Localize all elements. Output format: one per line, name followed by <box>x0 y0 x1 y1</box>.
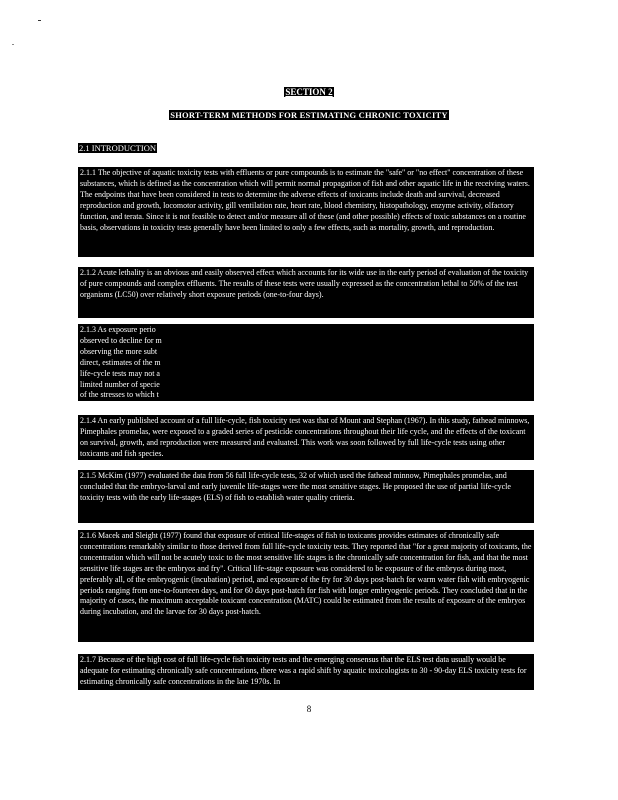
text-line: life-cycle tests may not a <box>80 368 160 378</box>
text-line: of the stresses to which t <box>80 390 159 400</box>
paragraph-2-1-5: 2.1.5 McKim (1977) evaluated the data from 56 full life-cycle tests, 32 of which used the fathead minnow, Pimephales promelas, and concluded that the embryo-larval and early juvenile life-stages were the most sensitive stages. He proposed the use of partial life-cycle toxicity tests with the early life-stages (ELS) of fish to establish water quality criteria. <box>78 470 534 523</box>
page-number: 8 <box>306 704 312 714</box>
paragraph-2-1-4: 2.1.4 An early published account of a full life-cycle, fish toxicity test was that of Mount and Stephan (1967). In this study, fathead minnows, Pimephales promelas, were exposed to a graded series of pesticide concentrations throughout their life cycle, and the effects of the toxicant on survival, growth, and reproduction were measured and evaluated. This work was soon followed by full life-cycle tests using other toxicants and fish species. <box>78 415 534 460</box>
section-title: SECTION 2 <box>285 87 333 97</box>
paragraph-2-1-2: 2.1.2 Acute lethality is an obvious and easily observed effect which accounts for its wide use in the early period of evaluation of the toxicity of pure compounds and complex effluents. The results of these tests were usually expressed as the concentration lethal to 50% of the test organisms (LC50) over relatively short exposure periods (one-to-four days). <box>78 267 534 318</box>
text-line: direct, estimates of the m <box>80 357 161 367</box>
text-line: limited number of specie <box>80 379 160 389</box>
section-subtitle: SHORT-TERM METHODS FOR ESTIMATING CHRONIC TOXICITY <box>170 110 448 120</box>
scan-speck <box>12 44 14 45</box>
paragraph-2-1-7: 2.1.7 Because of the high cost of full life-cycle fish toxicity tests and the emerging consensus that the ELS test data usually would be adequate for estimating chronically safe concentrations, there was a rapid shift by aquatic toxicologists to 30 - 90-day ELS toxicity tests for estimating chronically safe concentrations in the late 1970s. In <box>78 654 534 690</box>
paragraph-2-1-1: 2.1.1 The objective of aquatic toxicity tests with effluents or pure compounds is to estimate the "safe" or "no effect" concentration of these substances, which is defined as the concentration which will permit normal propagation of fish and other aquatic life in the receiving waters. The endpoints that have been considered in tests to determine the adverse effects of toxicants include death and survival, decreased reproduction and growth, locomotor activity, gill ventilation rate, heart rate, blood chemistry, histopathology, enzyme activity, olfactory function, and terata. Since it is not feasible to detect and/or measure all of these (and other possible) effects of toxic substances on a routine basis, observations in toxicity tests generally have been limited to only a few effects, such as mortality, growth, and reproduction. <box>78 167 534 257</box>
scan-speck <box>38 20 41 21</box>
text-line: 2.1.3 As exposure perio <box>80 325 156 334</box>
text-line: observing the more subt <box>80 346 158 356</box>
section-heading: 2.1 INTRODUCTION <box>79 143 156 153</box>
paragraph-2-1-6: 2.1.6 Macek and Sleight (1977) found that exposure of critical life-stages of fish to toxicants provides estimates of chronically safe concentrations remarkably similar to those derived from full life-cycle toxicity tests. They reported that "for a great majority of toxicants, the concentration which will not be acutely toxic to the most sensitive life stages is the chronically safe concentration for fish, and that the most sensitive life stages are the embryos and fry". Critical life-stage exposure was considered to be exposure of the embryos during most, preferably all, of the embryogenic (incubation) period, and exposure of the fry for 30 days post-hatch for warm water fish with embryogenic periods ranging from one-to-fourteen days, and for 60 days post-hatch for fish with longer embryogenic periods. They concluded that in the majority of cases, the maximum acceptable toxicant concentration (MATC) could be estimated from the results of exposure of the embryos during incubation, and the larvae for 30 days post-hatch. <box>78 530 534 642</box>
paragraph-2-1-3 <box>78 324 534 401</box>
text-line: observed to decline for m <box>80 335 162 345</box>
